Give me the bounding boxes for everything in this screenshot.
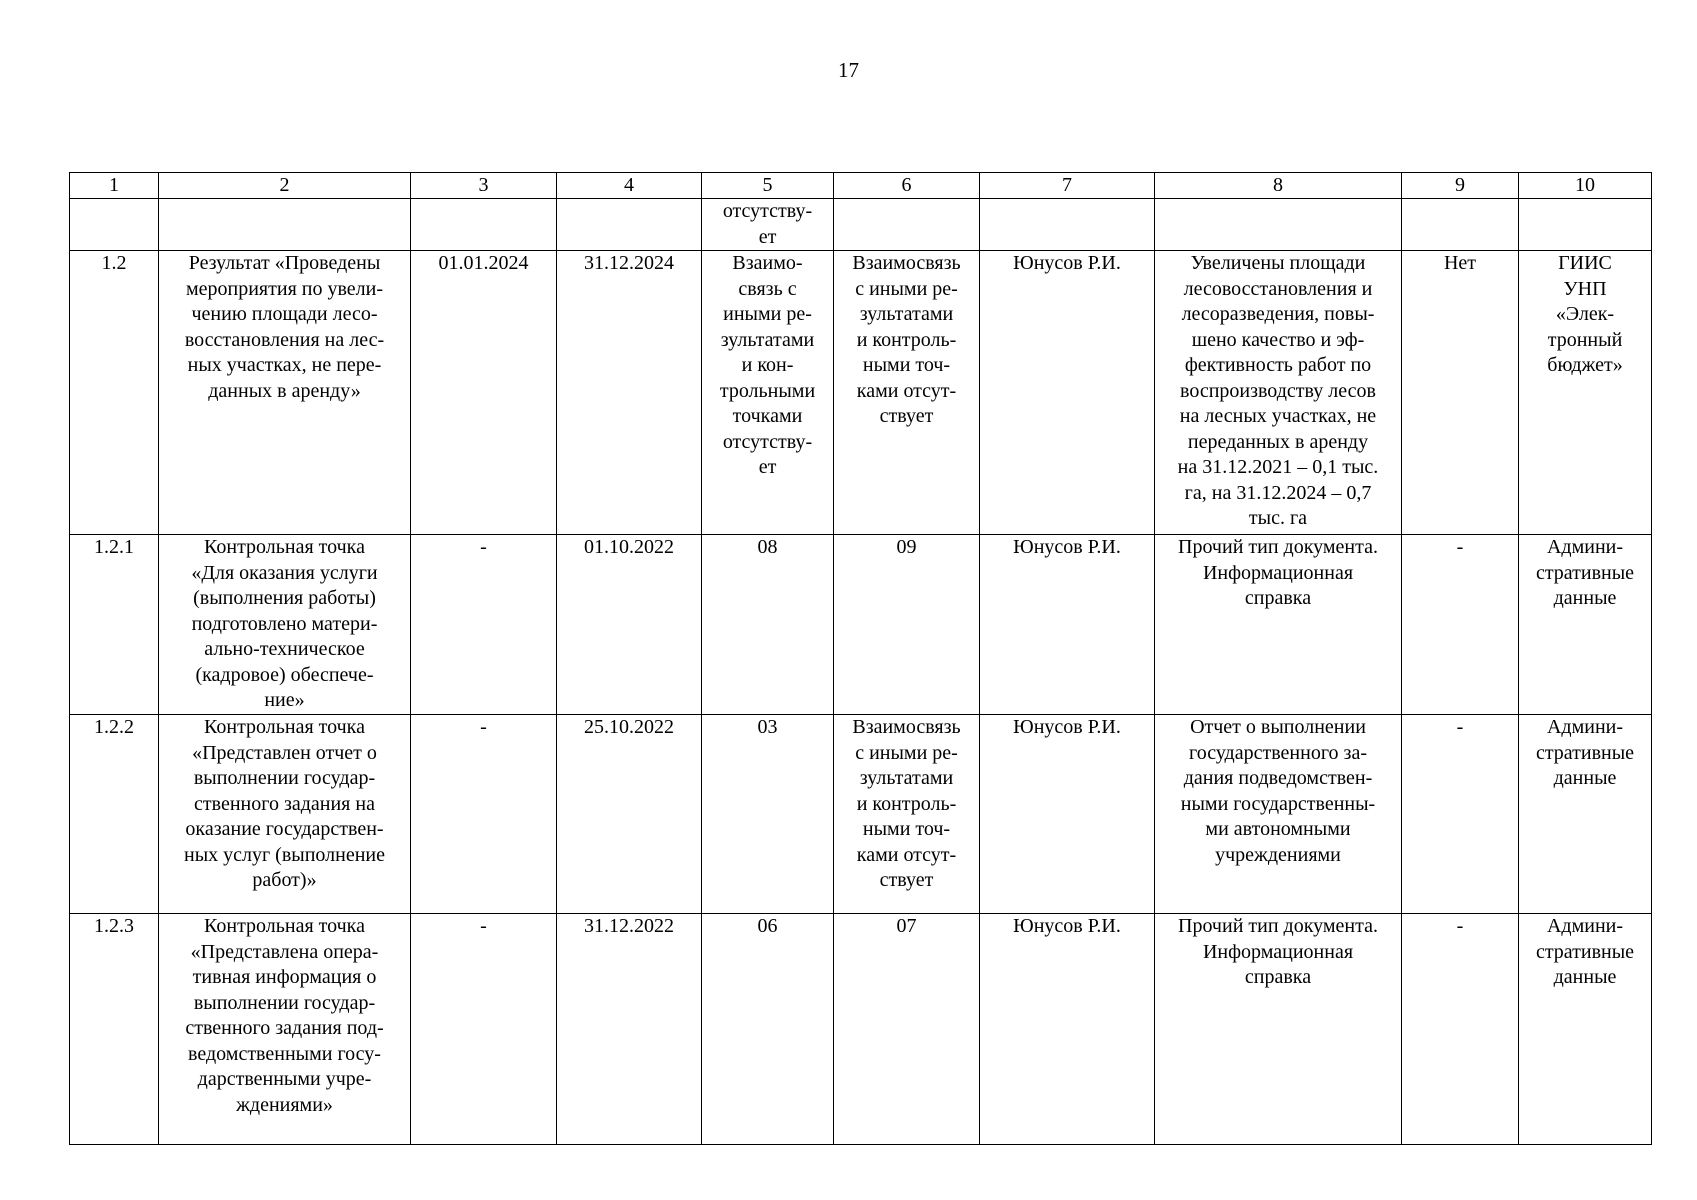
table-row bbox=[70, 535, 1652, 715]
table-cell bbox=[159, 199, 411, 251]
row-number: 1.2.1 bbox=[94, 536, 134, 558]
predecessor: 08 bbox=[757, 536, 778, 558]
column-header: 7 bbox=[980, 173, 1155, 199]
info-system: ГИИС УНП «Элек- тронный бюджет» bbox=[1547, 252, 1623, 376]
flag: - bbox=[1456, 915, 1464, 937]
end-date: 25.10.2022 bbox=[584, 716, 674, 738]
result-description: Контрольная точка «Представлена опера- тивная информация о выполнении государ- ственного задания под- ведомственными госу- дарственными учре- ждениями» bbox=[185, 915, 384, 1116]
table-cell bbox=[702, 199, 834, 251]
table-cell bbox=[834, 199, 980, 251]
table-row bbox=[70, 715, 1652, 914]
column-header: 5 bbox=[702, 173, 834, 199]
table-cell bbox=[980, 199, 1155, 251]
column-header: 9 bbox=[1402, 173, 1519, 199]
responsible: Юнусов Р.И. bbox=[1013, 536, 1121, 558]
document-type: Прочий тип документа. Информационная справка bbox=[1178, 915, 1378, 988]
table-cell bbox=[1519, 199, 1652, 251]
predecessor: 06 bbox=[757, 915, 778, 937]
predecessor: 03 bbox=[757, 716, 778, 738]
table-row bbox=[70, 914, 1652, 1145]
document-type: Прочий тип документа. Информационная справка bbox=[1178, 536, 1378, 609]
start-date: 01.01.2024 bbox=[438, 252, 529, 274]
table-row bbox=[70, 251, 1652, 535]
responsible: Юнусов Р.И. bbox=[1013, 716, 1121, 738]
table-cell bbox=[1402, 199, 1519, 251]
result-description: Контрольная точка «Для оказания услуги (выполнения работы) подготовлено матери- ально-техническое (кадровое) обеспече- ние» bbox=[191, 536, 378, 711]
document-type: Отчет о выполнении государственного за- дания подведомствен- ными государственны- ми автономными учреждениями bbox=[1180, 716, 1376, 866]
row-number: 1.2.3 bbox=[94, 915, 134, 937]
column-header: 1 bbox=[70, 173, 159, 199]
row-number: 1.2 bbox=[101, 252, 127, 274]
table-cell bbox=[1155, 199, 1402, 251]
table-cell bbox=[411, 199, 557, 251]
info-system: Админи- стративные данные bbox=[1535, 716, 1635, 789]
column-number-row bbox=[70, 173, 1652, 199]
column-header: 6 bbox=[834, 173, 980, 199]
start-date: - bbox=[480, 915, 487, 937]
cell-text: отсутству- ет bbox=[722, 200, 813, 248]
successor: 09 bbox=[896, 536, 917, 558]
end-date: 01.10.2022 bbox=[584, 536, 674, 558]
column-header: 3 bbox=[411, 173, 557, 199]
flag: - bbox=[1456, 536, 1464, 558]
column-header: 8 bbox=[1155, 173, 1402, 199]
end-date: 31.12.2022 bbox=[584, 915, 674, 937]
page-number: 17 bbox=[838, 58, 859, 82]
document-type: Увеличены площади лесовосстановления и лесоразведения, повы- шено качество и эф- фективность работ по воспроизводству лесов на лесных участках, не переданных в аренду на 31.12.2021 – 0,1 тыс. га, на 31.12.2024 – 0,7 тыс. га bbox=[1177, 252, 1379, 529]
row-number: 1.2.2 bbox=[94, 716, 134, 738]
column-header: 10 bbox=[1519, 173, 1652, 199]
responsible: Юнусов Р.И. bbox=[1013, 915, 1121, 937]
continuation-row bbox=[70, 199, 1652, 251]
info-system: Админи- стративные данные bbox=[1535, 915, 1635, 988]
end-date: 31.12.2024 bbox=[584, 252, 674, 274]
column-header: 4 bbox=[557, 173, 702, 199]
predecessor: Взаимо- связь с иными ре- зультатами и кон- трольными точками отсутству- ет bbox=[719, 252, 816, 478]
successor: Взаимосвязь с иными ре- зультатами и контроль- ными точ- ками отсут- ствует bbox=[852, 716, 961, 891]
document-table bbox=[69, 172, 1652, 1145]
table-cell bbox=[557, 199, 702, 251]
flag: - bbox=[1456, 716, 1464, 738]
info-system: Админи- стративные данные bbox=[1535, 536, 1635, 609]
start-date: - bbox=[480, 716, 487, 738]
result-description: Результат «Проведены мероприятия по увели- чению площади лесо- восстановления на лес- ных участках, не пере- данных в аренду» bbox=[184, 252, 385, 402]
responsible: Юнусов Р.И. bbox=[1013, 252, 1121, 274]
flag: Нет bbox=[1443, 252, 1477, 274]
table-cell bbox=[70, 199, 159, 251]
successor: Взаимосвязь с иными ре- зультатами и контроль- ными точ- ками отсут- ствует bbox=[852, 252, 961, 427]
start-date: - bbox=[480, 536, 487, 558]
result-description: Контрольная точка «Представлен отчет о выполнении государ- ственного задания на оказание государствен- ных услуг (выполнение работ)» bbox=[183, 716, 386, 891]
successor: 07 bbox=[896, 915, 917, 937]
column-header: 2 bbox=[159, 173, 411, 199]
